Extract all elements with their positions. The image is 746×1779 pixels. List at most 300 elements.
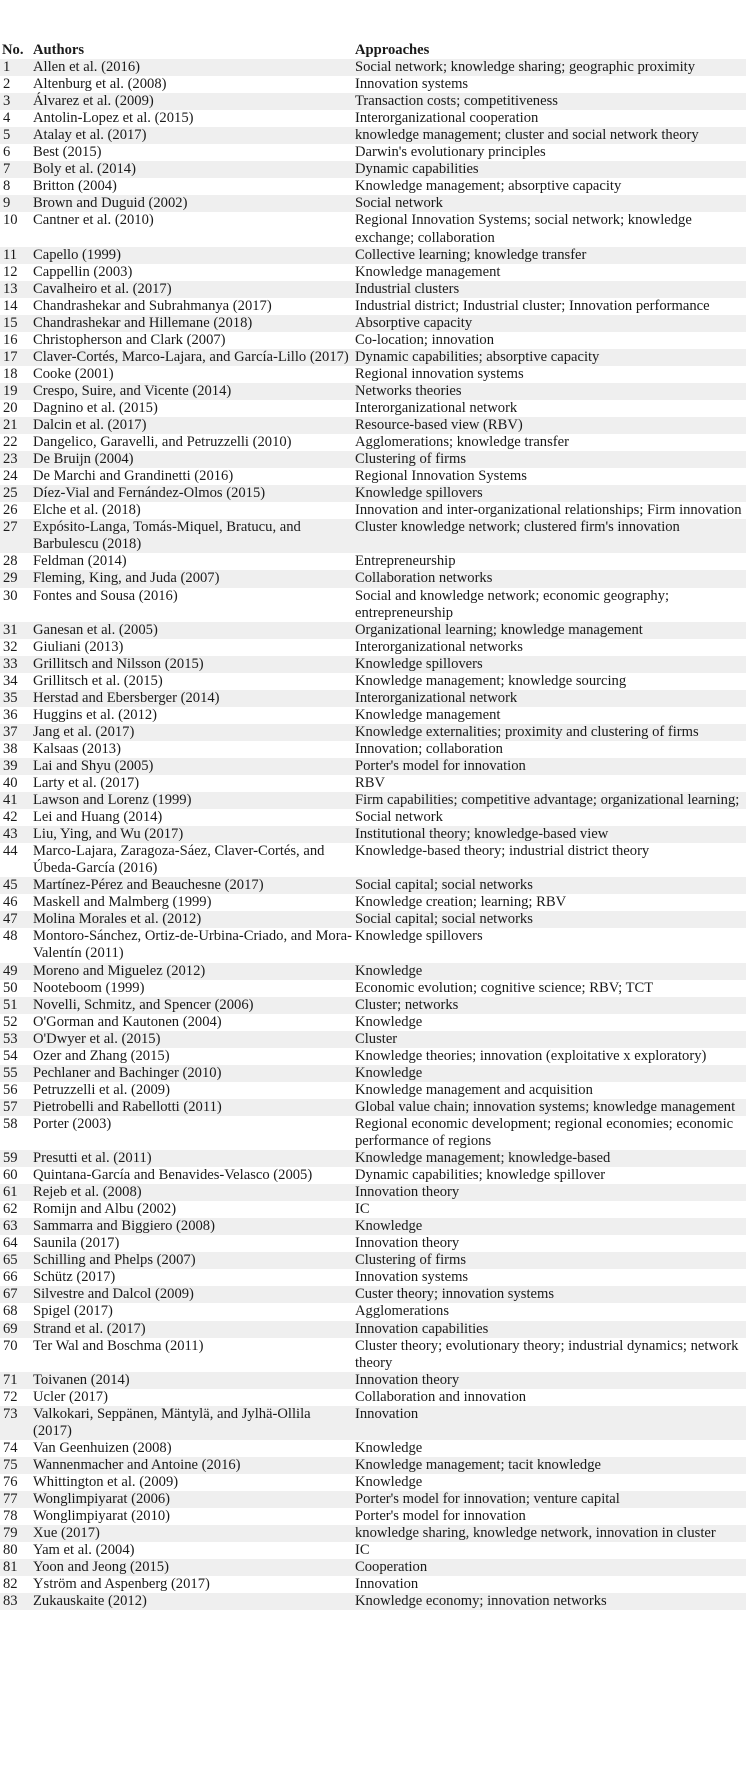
row-number: 21 (3, 417, 18, 434)
table-row (0, 843, 746, 877)
row-authors: Ter Wal and Boschma (2011) (33, 1337, 204, 1354)
row-approaches: Knowledge (355, 1013, 423, 1030)
row-approaches: Innovation (355, 1405, 419, 1422)
row-approaches: Knowledge (355, 1064, 423, 1081)
row-authors: Boly et al. (2014) (33, 161, 136, 178)
row-number: 44 (3, 843, 18, 860)
row-approaches: Knowledge spillovers (355, 928, 483, 945)
row-approaches: Regional Innovation Systems (355, 468, 527, 485)
row-authors: De Marchi and Grandinetti (2016) (33, 468, 234, 485)
row-authors: Kalsaas (2013) (33, 740, 121, 757)
table-row (0, 468, 746, 485)
row-approaches: Knowledge economy; innovation networks (355, 1593, 607, 1610)
row-number: 61 (3, 1184, 18, 1201)
row-number: 13 (3, 280, 18, 297)
table-row (0, 826, 746, 843)
table-row (0, 417, 746, 434)
table-row (0, 247, 746, 264)
row-authors: Brown and Duguid (2002) (33, 195, 188, 212)
row-approaches: Interorganizational networks (355, 638, 523, 655)
row-approaches: Economic evolution; cognitive science; RBV; TCT (355, 979, 654, 996)
row-authors: Álvarez et al. (2009) (33, 93, 154, 110)
row-number: 3 (3, 93, 11, 110)
row-approaches: Knowledge management; knowledge sourcing (355, 672, 627, 689)
row-approaches: Innovation theory (355, 1184, 460, 1201)
row-authors: Whittington et al. (2009) (33, 1473, 179, 1490)
row-number: 33 (3, 655, 18, 672)
row-approaches: Innovation (355, 1576, 419, 1593)
row-authors: Petruzzelli et al. (2009) (33, 1081, 170, 1098)
table-row (0, 1389, 746, 1406)
header-authors: Authors (33, 42, 85, 58)
table-row (0, 298, 746, 315)
row-approaches: Knowledge externalities; proximity and clustering of firms (355, 723, 699, 740)
row-authors: Martínez-Pérez and Beauchesne (2017) (33, 877, 264, 894)
table-row (0, 366, 746, 383)
row-approaches: Transaction costs; competitiveness (355, 93, 558, 110)
row-number: 49 (3, 962, 18, 979)
row-approaches: Porter's model for innovation (355, 757, 526, 774)
row-number: 38 (3, 740, 18, 757)
row-approaches: Co-location; innovation (355, 331, 495, 348)
table-row (0, 1014, 746, 1031)
row-approaches: Knowledge (355, 1218, 423, 1235)
row-authors: Wannenmacher and Antoine (2016) (33, 1456, 241, 1473)
row-approaches: Custer theory; innovation systems (355, 1286, 555, 1303)
row-number: 62 (3, 1201, 18, 1218)
row-number: 28 (3, 553, 18, 570)
row-authors: Chandrashekar and Subrahmanya (2017) (33, 297, 272, 314)
table-row (0, 963, 746, 980)
row-authors: Strand et al. (2017) (33, 1320, 146, 1337)
table-row (0, 1440, 746, 1457)
row-authors: Toivanen (2014) (33, 1371, 130, 1388)
table-row (0, 1303, 746, 1320)
table-row (0, 1406, 746, 1440)
row-authors: Presutti et al. (2011) (33, 1150, 152, 1167)
table-row (0, 1321, 746, 1338)
row-number: 48 (3, 928, 18, 945)
row-number: 19 (3, 382, 18, 399)
row-authors: Van Geenhuizen (2008) (33, 1439, 172, 1456)
row-approaches: Knowledge (355, 962, 423, 979)
row-approaches: Agglomerations (355, 1303, 450, 1320)
row-approaches: Knowledge management (355, 263, 501, 280)
row-number: 70 (3, 1337, 18, 1354)
row-approaches: Knowledge (355, 1473, 423, 1490)
table-row (0, 809, 746, 826)
row-number: 2 (3, 76, 11, 93)
table-row (0, 1559, 746, 1576)
table-row (0, 76, 746, 93)
row-approaches: Cooperation (355, 1559, 428, 1576)
row-number: 1 (3, 59, 11, 76)
row-approaches: Innovation theory (355, 1371, 460, 1388)
row-number: 46 (3, 894, 18, 911)
row-number: 4 (3, 110, 11, 127)
row-number: 34 (3, 672, 18, 689)
table-row (0, 1508, 746, 1525)
row-number: 56 (3, 1081, 18, 1098)
row-authors: Allen et al. (2016) (33, 59, 140, 76)
table-row (0, 451, 746, 468)
row-number: 80 (3, 1542, 18, 1559)
row-number: 20 (3, 399, 18, 416)
row-number: 47 (3, 911, 18, 928)
table-row (0, 673, 746, 690)
row-approaches: Resource-based view (RBV) (355, 417, 523, 434)
row-approaches: Darwin's evolutionary principles (355, 144, 546, 161)
row-number: 75 (3, 1456, 18, 1473)
row-approaches: Networks theories (355, 382, 462, 399)
row-authors: Pietrobelli and Rabellotti (2011) (33, 1098, 222, 1115)
row-number: 72 (3, 1388, 18, 1405)
table-row (0, 281, 746, 298)
table-row (0, 93, 746, 110)
row-approaches: Institutional theory; knowledge-based view (355, 826, 609, 843)
table-row (0, 502, 746, 519)
row-number: 52 (3, 1013, 18, 1030)
row-number: 9 (3, 195, 11, 212)
header-approaches: Approaches (355, 42, 430, 58)
row-approaches: Social network (355, 195, 443, 212)
row-approaches: Knowledge-based theory; industrial district theory (355, 843, 650, 860)
row-approaches: knowledge sharing, knowledge network, innovation in cluster (355, 1525, 716, 1542)
row-approaches: Industrial district; Industrial cluster; Innovation performance (355, 297, 710, 314)
row-authors: Wonglimpiyarat (2010) (33, 1508, 171, 1525)
row-authors: Yam et al. (2004) (33, 1542, 135, 1559)
table-row (0, 758, 746, 775)
table-row (0, 877, 746, 894)
row-approaches: IC (355, 1542, 370, 1559)
table-body (0, 59, 746, 1610)
row-authors: Herstad and Ebersberger (2014) (33, 689, 220, 706)
table-row (0, 1474, 746, 1491)
row-authors: Lawson and Lorenz (1999) (33, 792, 192, 809)
row-approaches: Collaboration and innovation (355, 1388, 527, 1405)
row-authors: Rejeb et al. (2008) (33, 1184, 142, 1201)
row-authors: Best (2015) (33, 144, 102, 161)
row-authors: Dagnino et al. (2015) (33, 399, 158, 416)
row-authors: Cantner et al. (2010) (33, 212, 154, 229)
row-authors: Schütz (2017) (33, 1269, 116, 1286)
row-authors: Lai and Shyu (2005) (33, 757, 154, 774)
row-number: 25 (3, 485, 18, 502)
row-number: 39 (3, 757, 18, 774)
row-number: 12 (3, 263, 18, 280)
row-approaches: Absorptive capacity (355, 314, 473, 331)
table-row (0, 315, 746, 332)
row-authors: Dalcin et al. (2017) (33, 417, 147, 434)
row-authors: Zukauskaite (2012) (33, 1593, 147, 1610)
header-no: No. (2, 42, 24, 58)
row-approaches: Social capital; social networks (355, 911, 533, 928)
row-authors: Altenburg et al. (2008) (33, 76, 167, 93)
row-authors: Molina Morales et al. (2012) (33, 911, 202, 928)
row-number: 58 (3, 1115, 18, 1132)
row-approaches: Innovation and inter-organizational relationships; Firm innovation (355, 502, 742, 519)
row-approaches: Social capital; social networks (355, 877, 533, 894)
row-approaches: Knowledge management; absorptive capacity (355, 178, 622, 195)
row-number: 79 (3, 1525, 18, 1542)
row-authors: Yoon and Jeong (2015) (33, 1559, 169, 1576)
table-row (0, 212, 746, 246)
row-approaches: Social network (355, 809, 443, 826)
row-approaches: Knowledge management (355, 706, 501, 723)
table-row (0, 1218, 746, 1235)
row-approaches: Knowledge (355, 1439, 423, 1456)
table-row (0, 639, 746, 656)
row-authors: Grillitsch et al. (2015) (33, 672, 163, 689)
row-approaches: Interorganizational network (355, 689, 518, 706)
row-approaches: RBV (355, 775, 386, 792)
table-row (0, 400, 746, 417)
row-number: 77 (3, 1490, 18, 1507)
row-authors: Ucler (2017) (33, 1388, 108, 1405)
row-authors: Moreno and Miguelez (2012) (33, 962, 206, 979)
table-row (0, 195, 746, 212)
row-number: 32 (3, 638, 18, 655)
table-row (0, 161, 746, 178)
table-row (0, 1491, 746, 1508)
table-row (0, 570, 746, 587)
table-row (0, 1576, 746, 1593)
row-authors: Christopherson and Clark (2007) (33, 331, 226, 348)
row-approaches: Knowledge creation; learning; RBV (355, 894, 567, 911)
row-authors: Schilling and Phelps (2007) (33, 1252, 196, 1269)
row-approaches: Agglomerations; knowledge transfer (355, 434, 569, 451)
row-number: 36 (3, 706, 18, 723)
row-number: 57 (3, 1098, 18, 1115)
row-authors: Jang et al. (2017) (33, 723, 135, 740)
row-authors: Sammarra and Biggiero (2008) (33, 1218, 215, 1235)
row-number: 82 (3, 1576, 18, 1593)
row-authors: Pechlaner and Bachinger (2010) (33, 1064, 222, 1081)
row-approaches: Innovation systems (355, 1269, 469, 1286)
row-approaches: Dynamic capabilities; absorptive capacity (355, 348, 600, 365)
row-authors: Giuliani (2013) (33, 638, 124, 655)
row-number: 68 (3, 1303, 18, 1320)
row-approaches: Entrepreneurship (355, 553, 456, 570)
row-number: 66 (3, 1269, 18, 1286)
row-approaches: Clustering of firms (355, 1252, 467, 1269)
row-authors: Huggins et al. (2012) (33, 706, 158, 723)
row-authors: Silvestre and Dalcol (2009) (33, 1286, 194, 1303)
row-authors: Montoro-Sánchez, Ortiz-de-Urbina-Criado, and Mora-Valentín (2011) (33, 928, 352, 962)
table-row (0, 1593, 746, 1610)
table-row (0, 178, 746, 195)
table-row (0, 1372, 746, 1389)
row-authors: Feldman (2014) (33, 553, 127, 570)
table-row (0, 383, 746, 400)
row-approaches: Cluster theory; evolutionary theory; industrial dynamics; network theory (355, 1337, 739, 1371)
row-approaches: Dynamic capabilities; knowledge spillover (355, 1167, 606, 1184)
row-number: 55 (3, 1064, 18, 1081)
row-number: 11 (3, 246, 18, 263)
table-row (0, 911, 746, 928)
table-row (0, 997, 746, 1014)
row-authors: O'Dwyer et al. (2015) (33, 1030, 161, 1047)
row-number: 60 (3, 1167, 18, 1184)
row-approaches: Regional economic development; regional economies; economic performance of regions (355, 1115, 734, 1149)
table-row (0, 519, 746, 553)
row-number: 81 (3, 1559, 18, 1576)
row-number: 54 (3, 1047, 18, 1064)
row-number: 78 (3, 1508, 18, 1525)
row-number: 17 (3, 348, 18, 365)
row-number: 15 (3, 314, 18, 331)
table-row (0, 59, 746, 76)
row-number: 14 (3, 297, 18, 314)
row-authors: Capello (1999) (33, 246, 121, 263)
row-approaches: Cluster; networks (355, 996, 459, 1013)
table-row (0, 894, 746, 911)
row-number: 7 (3, 161, 11, 178)
row-authors: Ozer and Zhang (2015) (33, 1047, 170, 1064)
row-approaches: Innovation; collaboration (355, 740, 503, 757)
row-authors: Porter (2003) (33, 1115, 112, 1132)
row-number: 41 (3, 792, 18, 809)
row-authors: Xue (2017) (33, 1525, 100, 1542)
row-approaches: Social network; knowledge sharing; geographic proximity (355, 59, 696, 76)
table-row (0, 775, 746, 792)
row-approaches: Regional Innovation Systems; social network; knowledge exchange; collaboration (355, 212, 692, 246)
row-number: 10 (3, 212, 18, 229)
row-number: 29 (3, 570, 18, 587)
table-row (0, 707, 746, 724)
table-row (0, 1542, 746, 1559)
row-number: 43 (3, 826, 18, 843)
row-number: 65 (3, 1252, 18, 1269)
row-authors: Crespo, Suire, and Vicente (2014) (33, 382, 232, 399)
row-approaches: Cluster knowledge network; clustered firm's innovation (355, 519, 680, 536)
table-row (0, 264, 746, 281)
table-row (0, 1201, 746, 1218)
row-number: 42 (3, 809, 18, 826)
row-approaches: Knowledge management and acquisition (355, 1081, 593, 1098)
table-row (0, 1031, 746, 1048)
table-row (0, 1525, 746, 1542)
table-row (0, 349, 746, 366)
row-authors: Cooke (2001) (33, 365, 114, 382)
row-authors: Fontes and Sousa (2016) (33, 587, 178, 604)
table-row (0, 1286, 746, 1303)
row-approaches: Interorganizational network (355, 399, 518, 416)
row-approaches: Global value chain; innovation systems; knowledge management (355, 1098, 736, 1115)
table-row (0, 332, 746, 349)
literature-table (0, 42, 746, 1610)
row-number: 74 (3, 1439, 18, 1456)
row-authors: Wonglimpiyarat (2006) (33, 1490, 171, 1507)
table-row (0, 1235, 746, 1252)
table-row (0, 1048, 746, 1065)
row-number: 30 (3, 587, 18, 604)
row-number: 40 (3, 775, 18, 792)
row-number: 69 (3, 1320, 18, 1337)
row-authors: Ganesan et al. (2005) (33, 621, 158, 638)
row-authors: Antolin-Lopez et al. (2015) (33, 110, 194, 127)
table-row (0, 792, 746, 809)
row-number: 22 (3, 434, 18, 451)
table-row (0, 1065, 746, 1082)
row-number: 8 (3, 178, 11, 195)
row-number: 31 (3, 621, 18, 638)
row-approaches: Regional innovation systems (355, 365, 524, 382)
row-number: 51 (3, 996, 18, 1013)
table-row (0, 928, 746, 962)
row-approaches: Innovation capabilities (355, 1320, 489, 1337)
row-approaches: IC (355, 1201, 370, 1218)
table-row (0, 434, 746, 451)
row-number: 64 (3, 1235, 18, 1252)
row-approaches: Cluster (355, 1030, 398, 1047)
row-approaches: knowledge management; cluster and social network theory (355, 127, 699, 144)
row-approaches: Knowledge management; tacit knowledge (355, 1456, 601, 1473)
row-authors: Elche et al. (2018) (33, 502, 141, 519)
row-number: 53 (3, 1030, 18, 1047)
row-authors: Dangelico, Garavelli, and Petruzzelli (2010) (33, 434, 292, 451)
row-authors: Larty et al. (2017) (33, 775, 140, 792)
row-authors: Cavalheiro et al. (2017) (33, 280, 172, 297)
table-header (0, 42, 746, 59)
row-authors: Claver-Cortés, Marco-Lajara, and García-Lillo (2017) (33, 348, 349, 365)
row-number: 23 (3, 451, 18, 468)
row-number: 50 (3, 979, 18, 996)
table-row (0, 485, 746, 502)
table-row (0, 144, 746, 161)
row-number: 27 (3, 519, 18, 536)
table-row (0, 1150, 746, 1167)
row-authors: Spigel (2017) (33, 1303, 113, 1320)
row-number: 18 (3, 365, 18, 382)
table-row (0, 656, 746, 673)
row-approaches: Clustering of firms (355, 451, 467, 468)
row-number: 71 (3, 1371, 18, 1388)
table-row (0, 1184, 746, 1201)
row-approaches: Collective learning; knowledge transfer (355, 246, 587, 263)
row-number: 83 (3, 1593, 18, 1610)
row-authors: Grillitsch and Nilsson (2015) (33, 655, 204, 672)
row-authors: Romijn and Albu (2002) (33, 1201, 177, 1218)
row-authors: Lei and Huang (2014) (33, 809, 163, 826)
row-approaches: Firm capabilities; competitive advantage; organizational learning; (355, 792, 740, 809)
table-row (0, 127, 746, 144)
row-authors: Maskell and Malmberg (1999) (33, 894, 212, 911)
row-approaches: Organizational learning; knowledge management (355, 621, 643, 638)
row-approaches: Porter's model for innovation; venture capital (355, 1490, 620, 1507)
row-number: 45 (3, 877, 18, 894)
table-row (0, 724, 746, 741)
row-approaches: Innovation theory (355, 1235, 460, 1252)
row-number: 76 (3, 1473, 18, 1490)
row-authors: Marco-Lajara, Zaragoza-Sáez, Claver-Cortés, and Úbeda-García (2016) (33, 843, 325, 877)
table-row (0, 1099, 746, 1116)
row-authors: Valkokari, Seppänen, Mäntylä, and Jylhä-Ollila (2017) (33, 1405, 311, 1439)
row-authors: O'Gorman and Kautonen (2004) (33, 1013, 222, 1030)
table-row (0, 1457, 746, 1474)
row-approaches: Social and knowledge network; economic geography; entrepreneurship (355, 587, 670, 621)
table-row (0, 1338, 746, 1372)
table-row (0, 1167, 746, 1184)
row-approaches: Knowledge spillovers (355, 655, 483, 672)
row-authors: Novelli, Schmitz, and Spencer (2006) (33, 996, 254, 1013)
row-approaches: Knowledge theories; innovation (exploitative x exploratory) (355, 1047, 707, 1064)
row-number: 5 (3, 127, 11, 144)
row-authors: Nooteboom (1999) (33, 979, 145, 996)
row-authors: Cappellin (2003) (33, 263, 133, 280)
row-number: 26 (3, 502, 18, 519)
table-row (0, 741, 746, 758)
